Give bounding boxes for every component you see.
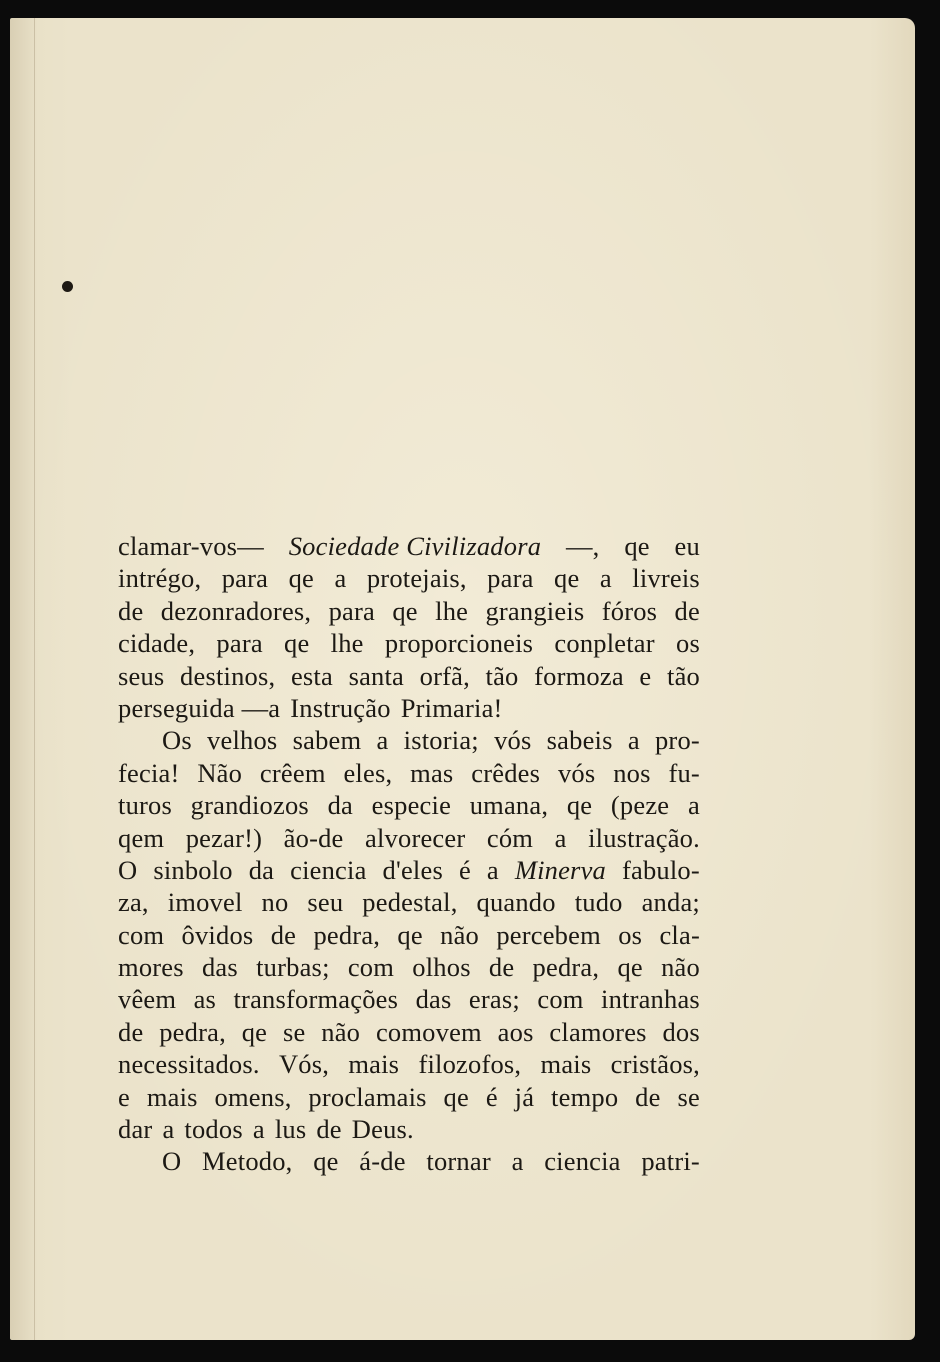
word: esta <box>290 660 333 691</box>
word: formoza <box>534 660 624 691</box>
word: de <box>488 952 515 983</box>
word: não <box>440 919 480 950</box>
text-line <box>118 1113 700 1145</box>
word: a <box>687 790 700 821</box>
word: e <box>118 1081 130 1112</box>
word: vós <box>494 725 532 756</box>
word: Metodo, <box>202 1146 293 1177</box>
word: Sociedade Civilizadora <box>288 531 542 561</box>
word: santa <box>348 660 405 691</box>
word: omens, <box>214 1081 292 1112</box>
word: —, <box>565 531 600 561</box>
word: mais <box>348 1049 400 1080</box>
word: nos <box>613 757 651 788</box>
word: a <box>554 822 567 853</box>
word: para <box>328 595 376 626</box>
text-line <box>118 951 700 983</box>
word: de <box>270 919 297 950</box>
word: Não <box>197 757 243 788</box>
text-line <box>118 983 700 1015</box>
text-line <box>118 724 700 756</box>
word: orfã, <box>419 660 470 691</box>
word: grandiozos <box>190 790 309 821</box>
word: dos <box>662 1016 700 1047</box>
word: mais <box>146 1081 198 1112</box>
word: cidade, <box>118 628 196 659</box>
text-line <box>118 1081 700 1113</box>
word: pro- <box>654 725 700 756</box>
word: ão-de <box>283 822 344 853</box>
word: d'eles <box>382 854 443 885</box>
word: para <box>216 628 263 659</box>
text-line <box>118 595 700 627</box>
text-line <box>118 692 700 724</box>
word: já <box>514 1081 535 1112</box>
word: mores <box>118 952 184 983</box>
word: perseguida —a <box>118 692 281 723</box>
word: tornar <box>426 1146 491 1177</box>
word: crêem <box>259 757 326 788</box>
word: velhos <box>207 725 278 756</box>
word: qe <box>617 952 643 983</box>
word: qe <box>288 563 314 594</box>
word: pedra, <box>313 919 381 950</box>
word: Vós, <box>278 1049 330 1080</box>
word: Os <box>162 725 192 756</box>
word: istoria; <box>403 725 479 756</box>
page-gutter <box>34 18 35 1340</box>
word: qe <box>241 1016 268 1047</box>
word: á-de <box>359 1146 406 1177</box>
word: ciencia <box>290 854 367 885</box>
word: cóm <box>486 822 534 853</box>
word: cristãos, <box>610 1049 700 1080</box>
word: das <box>201 952 238 983</box>
text-line <box>118 757 700 789</box>
word: é <box>485 1081 498 1112</box>
word: eras; <box>468 984 520 1015</box>
word: aos <box>497 1016 534 1047</box>
word: qe <box>566 790 593 821</box>
text-line <box>118 789 700 821</box>
word: umana, <box>469 790 549 821</box>
word: Primaria! <box>400 692 503 723</box>
word: conpletar <box>554 628 655 659</box>
word: sabeis <box>546 725 613 756</box>
text-line <box>118 919 700 951</box>
text-line <box>118 854 700 886</box>
word: Instrução <box>290 692 391 723</box>
text-line <box>118 562 700 594</box>
word: não <box>321 1016 361 1047</box>
word: qe <box>313 1146 339 1177</box>
word: intrégo, <box>118 563 202 594</box>
word: patri- <box>641 1146 700 1177</box>
word: a <box>252 1114 265 1145</box>
word: com <box>537 984 584 1015</box>
word: dar <box>118 1114 153 1145</box>
word: para <box>487 563 534 594</box>
word: tempo <box>551 1081 619 1112</box>
word: fóros <box>601 595 658 626</box>
word: especie <box>371 790 452 821</box>
word: e <box>639 660 652 691</box>
word: anda; <box>641 887 700 918</box>
word: de <box>118 1016 144 1047</box>
word: olhos <box>412 952 471 983</box>
word: de <box>674 595 700 626</box>
word: tudo <box>574 887 623 918</box>
word: dezonradores, <box>160 595 312 626</box>
word: proclamais <box>308 1081 427 1112</box>
word: livreis <box>632 563 700 594</box>
paragraph <box>118 1145 700 1177</box>
word: ciencia <box>544 1146 621 1177</box>
paragraph <box>118 724 700 1145</box>
word: comovem <box>375 1016 482 1047</box>
word: da <box>248 854 275 885</box>
word: não <box>661 952 700 983</box>
word: no <box>261 887 289 918</box>
word: transformações <box>233 984 399 1015</box>
word: sabem <box>292 725 362 756</box>
word: com <box>118 919 165 950</box>
word: sinbolo <box>153 854 233 885</box>
word: seus <box>118 660 165 691</box>
word: turos <box>118 790 172 821</box>
word: os <box>618 919 643 950</box>
word: a <box>599 563 612 594</box>
word: vós <box>557 757 596 788</box>
word: a <box>376 725 389 756</box>
word: mais <box>540 1049 592 1080</box>
word: se <box>677 1081 700 1112</box>
word: cla- <box>659 919 700 950</box>
word: qem <box>118 822 165 853</box>
word: é <box>458 854 471 885</box>
word: imovel <box>167 887 243 918</box>
word: percebem <box>496 919 601 950</box>
word: seu <box>307 887 344 918</box>
word: das <box>415 984 452 1015</box>
word: eles, <box>343 757 393 788</box>
word: ôvidos <box>181 919 254 950</box>
word: quando <box>476 887 556 918</box>
word: lhe <box>435 595 469 626</box>
word: Minerva <box>514 854 606 885</box>
word: pedra, <box>159 1016 226 1047</box>
word: a <box>486 854 499 885</box>
text-line <box>118 886 700 918</box>
word: protejais, <box>366 563 467 594</box>
text-line <box>118 627 700 659</box>
word: mas <box>410 757 454 788</box>
word: da <box>327 790 354 821</box>
text-line <box>118 1145 700 1177</box>
word: filozofos, <box>418 1049 522 1080</box>
word: qe <box>443 1081 469 1112</box>
word: para <box>221 563 269 594</box>
body-text <box>118 530 700 1178</box>
word: proporcioneis <box>384 628 534 659</box>
word: com <box>347 952 395 983</box>
word: fu- <box>668 757 700 788</box>
word: as <box>193 984 217 1015</box>
word: de <box>118 595 144 626</box>
text-line <box>118 530 700 562</box>
text-line <box>118 822 700 854</box>
word: intranhas <box>601 984 700 1015</box>
word: ilustração. <box>588 822 700 853</box>
word: turbas; <box>256 952 330 983</box>
word: O <box>118 854 138 885</box>
word: pedestal, <box>362 887 458 918</box>
word: lus <box>274 1114 307 1145</box>
word: a <box>334 563 347 594</box>
word: todos <box>184 1114 243 1145</box>
word: qe <box>392 595 418 626</box>
word: necessitados. <box>118 1049 260 1080</box>
word: qe <box>624 531 650 561</box>
word: clamar-vos— <box>118 531 264 561</box>
word: de <box>635 1081 661 1112</box>
word: fabulo- <box>621 854 700 885</box>
word: de <box>316 1114 342 1145</box>
word: alvorecer <box>365 822 466 853</box>
word: a <box>162 1114 175 1145</box>
paragraph <box>118 530 700 724</box>
word: za, <box>118 887 149 918</box>
word: Deus. <box>351 1114 414 1145</box>
word: pedra, <box>532 952 600 983</box>
word: fecia! <box>118 757 180 788</box>
word: a <box>627 725 640 756</box>
word: tão <box>667 660 700 691</box>
word: se <box>282 1016 306 1047</box>
text-line <box>118 1048 700 1080</box>
word: qe <box>554 563 580 594</box>
word: clamores <box>549 1016 647 1047</box>
word: a <box>511 1146 524 1177</box>
word: tão <box>485 660 519 691</box>
word: qe <box>397 919 423 950</box>
word: lhe <box>330 628 364 659</box>
word: qe <box>284 628 310 659</box>
word: os <box>676 628 700 659</box>
text-line <box>118 1016 700 1048</box>
ink-spot <box>62 281 73 292</box>
word: pezar!) <box>185 822 263 853</box>
word: crêdes <box>471 757 541 788</box>
word: O <box>162 1146 182 1177</box>
text-line <box>118 660 700 692</box>
word: destinos, <box>180 660 276 691</box>
word: grangieis <box>485 595 585 626</box>
word: eu <box>674 531 700 561</box>
word: (peze <box>610 790 670 821</box>
word: vêem <box>118 984 177 1015</box>
